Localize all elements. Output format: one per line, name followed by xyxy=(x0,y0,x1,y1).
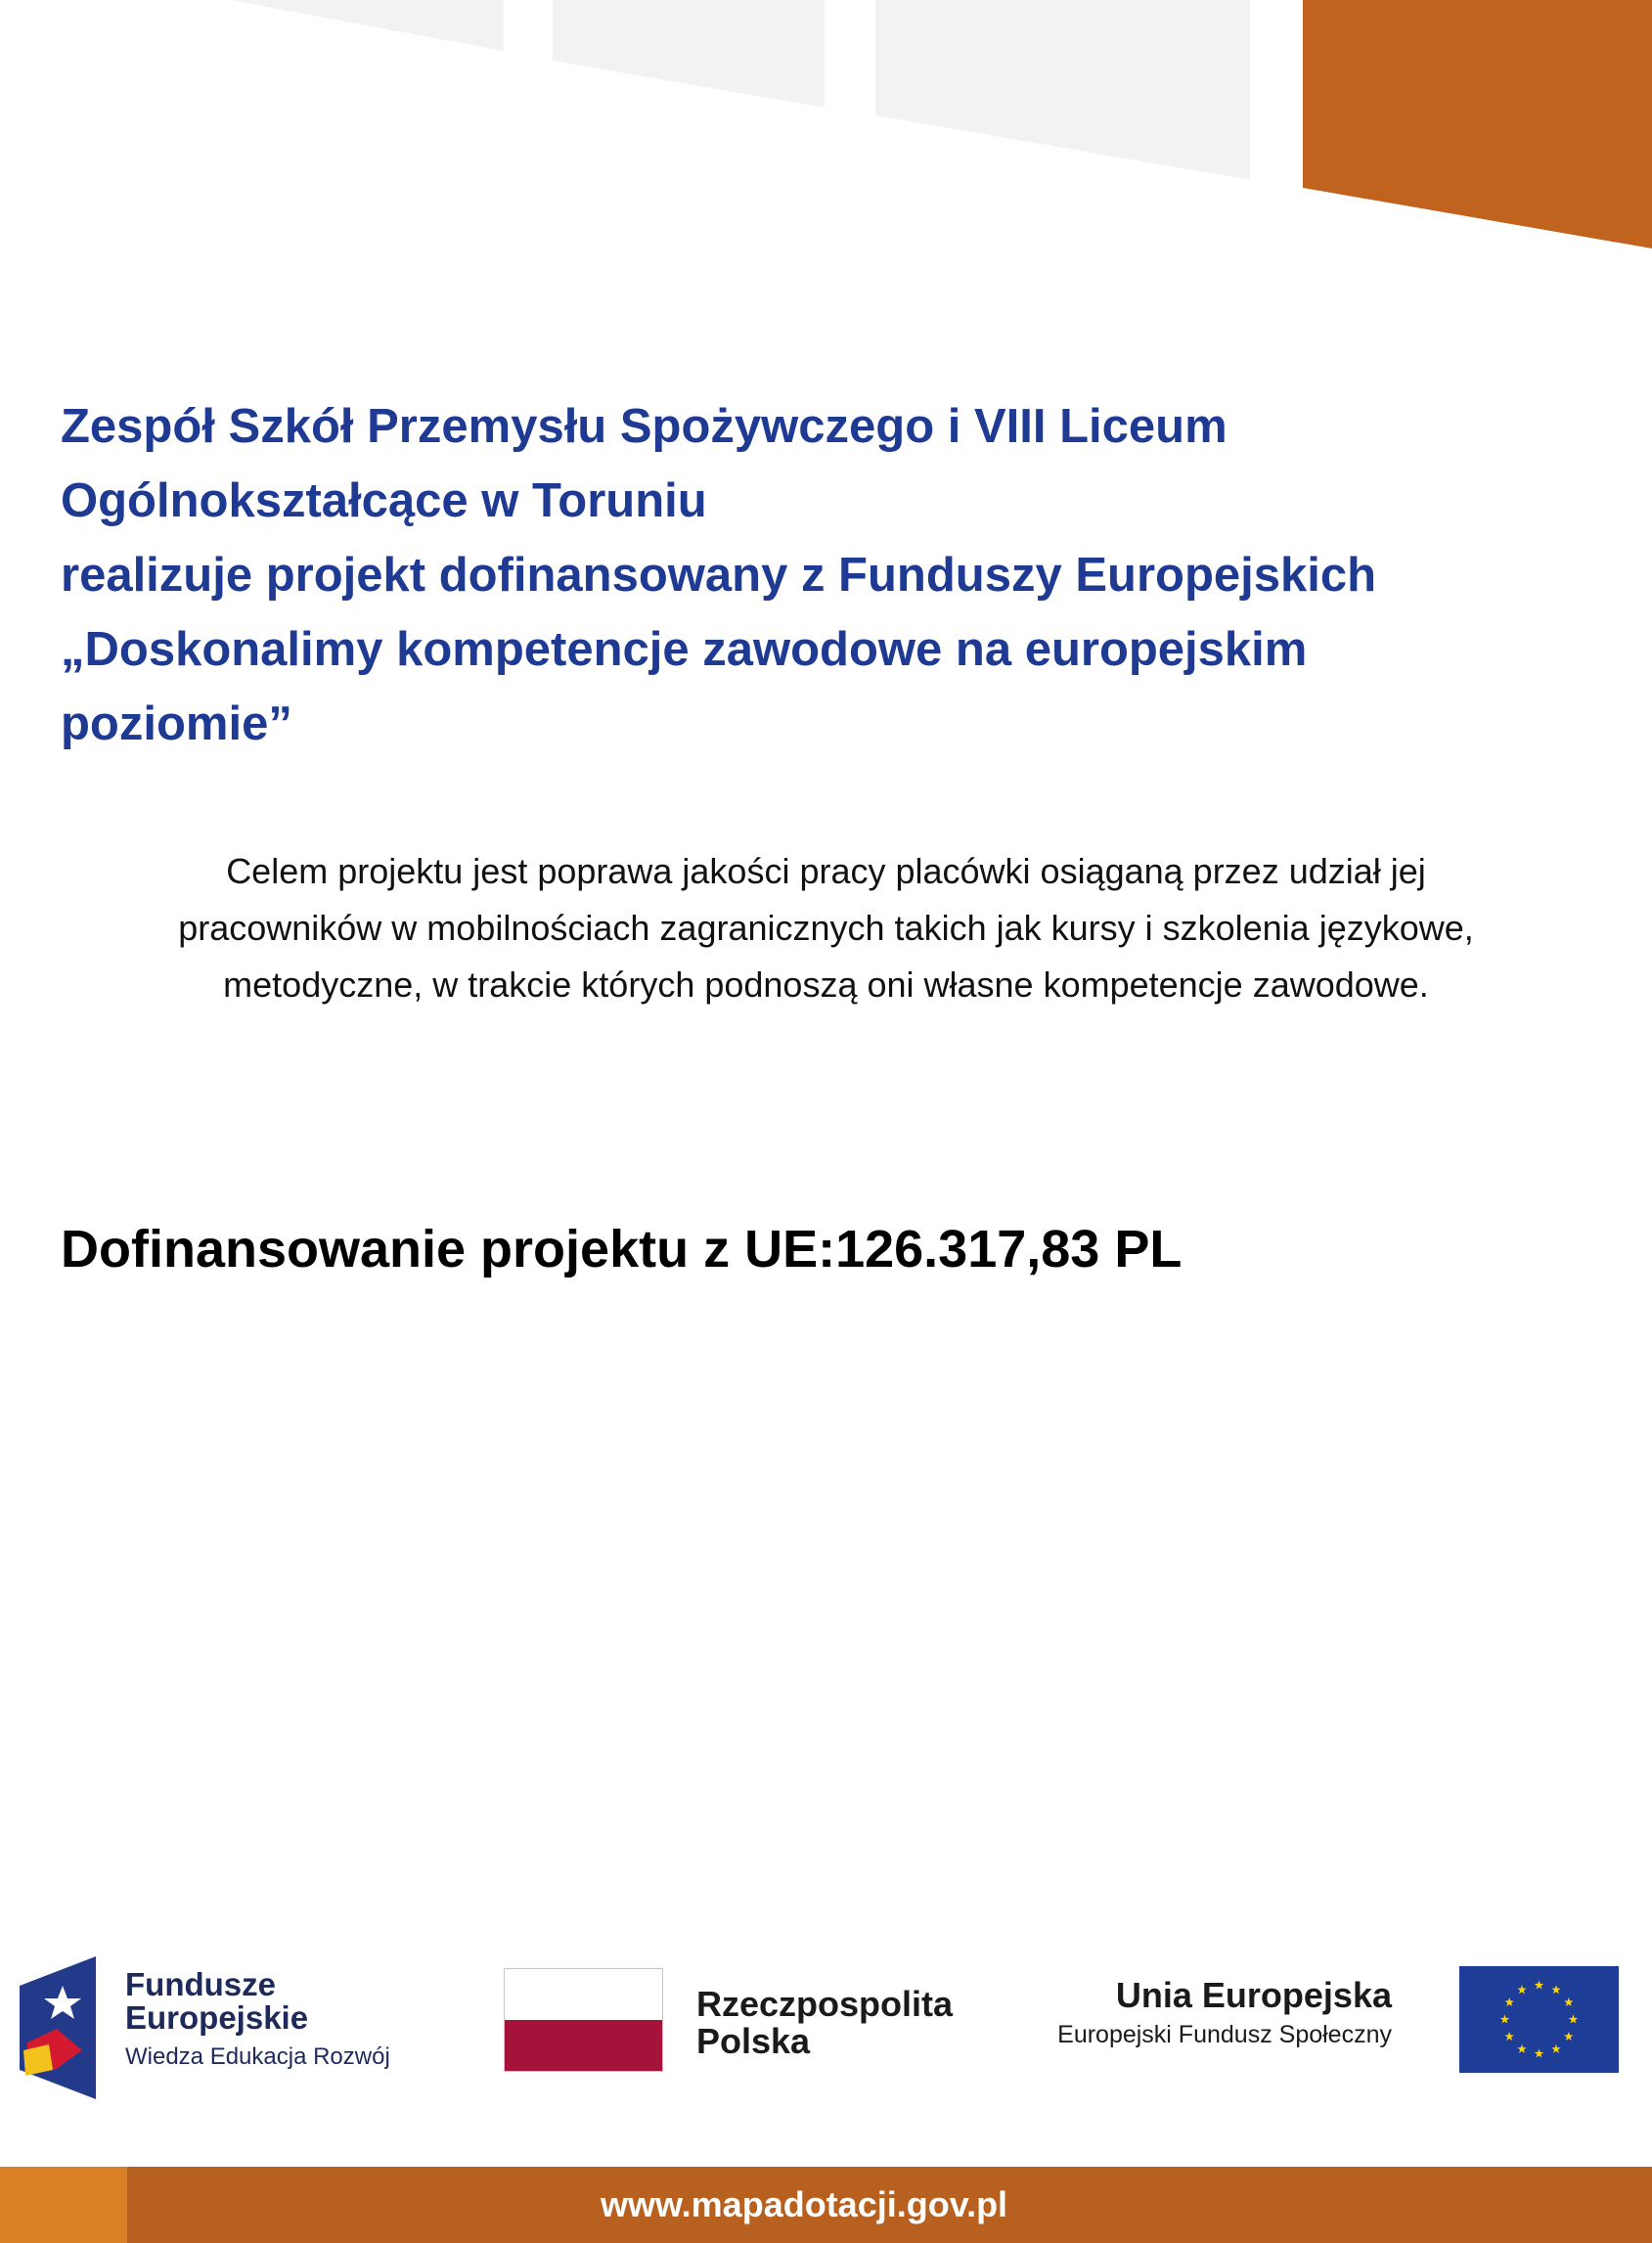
project-description xyxy=(61,843,1591,1013)
rzeczpospolita-polska-text xyxy=(696,1986,953,2060)
logo-strip xyxy=(0,1947,1652,2103)
footer-url: www.mapadotacji.gov.pl xyxy=(601,2184,1008,2224)
heading-line: poziomie” xyxy=(61,697,292,750)
heading-line: „Doskonalimy kompetencje zawodowe na europejskim xyxy=(61,623,1308,676)
decor-band-orange xyxy=(1303,0,1652,248)
poland-line: Polska xyxy=(696,2021,811,2061)
description-line: metodyczne, w trakcie których podnoszą oni własne kompetencje zawodowe. xyxy=(223,964,1429,1005)
poland-line: Rzeczpospolita xyxy=(696,1984,954,2024)
footer-bar xyxy=(0,2167,1652,2243)
project-heading xyxy=(61,389,1606,761)
polish-flag-icon xyxy=(504,1968,663,2072)
heading-line: Zespół Szkół Przemysłu Spożywczego i VIII Liceum xyxy=(61,400,1228,453)
heading-line: realizuje projekt dofinansowany z Funduszy Europejskich xyxy=(61,549,1377,602)
unia-europejska-logo xyxy=(1057,1966,1619,2076)
description-line: Celem projektu jest poprawa jakości pracy placówki osiąganą przez udział jej xyxy=(226,851,1426,891)
description-line: pracowników w mobilnościach zagranicznych takich jak kursy i szkolenia językowe, xyxy=(178,908,1474,948)
funding-amount: Dofinansowanie projektu z UE:126.317,83 PL xyxy=(61,1220,1183,1279)
fundusze-subtitle: Wiedza Edukacja Rozwój xyxy=(125,2043,390,2070)
eu-title: Unia Europejska xyxy=(1115,1975,1392,2015)
unia-europejska-text xyxy=(1057,1974,1392,2052)
fundusze-europejskie-mark-icon xyxy=(20,1956,96,2099)
decor-band-3 xyxy=(875,0,1250,180)
rzeczpospolita-polska-logo xyxy=(504,1968,993,2076)
fundusze-title-line: Fundusze xyxy=(125,1966,276,2002)
heading-line: Ogólnokształcące w Toruniu xyxy=(61,474,707,527)
eu-subtitle: Europejski Fundusz Społeczny xyxy=(1057,2021,1392,2048)
fundusze-europejskie-logo xyxy=(20,1956,411,2103)
top-decoration xyxy=(0,0,1652,254)
decor-band-1 xyxy=(230,0,504,51)
decor-band-2 xyxy=(553,0,825,108)
footer-accent xyxy=(0,2167,127,2243)
eu-flag-icon xyxy=(1459,1966,1619,2073)
fundusze-europejskie-text xyxy=(125,1968,390,2074)
fundusze-title-line: Europejskie xyxy=(125,1999,309,2036)
